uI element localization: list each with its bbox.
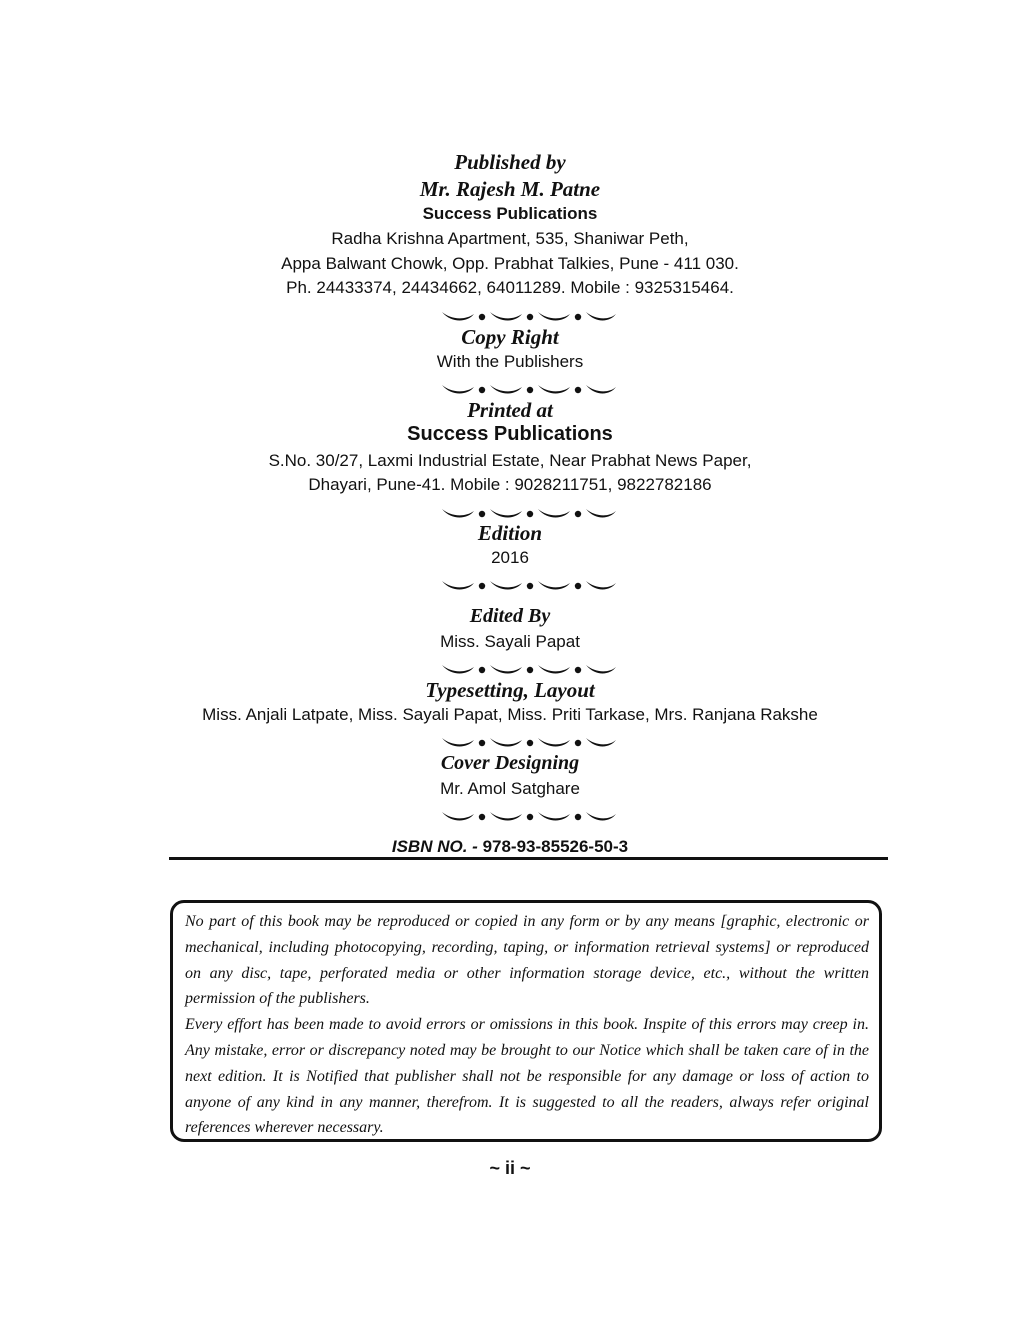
ornament-divider-icon — [440, 578, 618, 594]
published-by-heading: Published by — [454, 150, 566, 174]
printer-company: Success Publications — [407, 423, 613, 445]
isbn-number: 978-93-85526-50-3 — [482, 837, 629, 856]
copyright-heading: Copy Right — [461, 325, 559, 349]
publisher-address-line-1: Radha Krishna Apartment, 535, Shaniwar Peth, — [331, 229, 689, 248]
cover-designing-heading: Cover Designing — [440, 752, 580, 774]
copyright-notice-box — [170, 900, 882, 1142]
ornament-divider-icon — [440, 662, 618, 678]
printed-at-heading: Printed at — [467, 398, 553, 422]
edition-heading: Edition — [477, 521, 543, 545]
edited-by-heading: Edited By — [469, 605, 551, 627]
isbn-underline-divider — [169, 857, 888, 860]
publisher-address-line-2: Appa Balwant Chowk, Opp. Prabhat Talkies, Pune - 411 030. — [281, 254, 739, 273]
page-number: ~ ii ~ — [489, 1158, 531, 1178]
printer-address-line-2: Dhayari, Pune-41. Mobile : 9028211751, 9822782186 — [308, 475, 712, 494]
printer-address-line-1: S.No. 30/27, Laxmi Industrial Estate, Near Prabhat News Paper, — [268, 451, 752, 470]
isbn-line — [0, 837, 1020, 857]
ornament-divider-icon — [440, 735, 618, 751]
ornament-divider-icon — [440, 809, 618, 825]
ornament-divider-icon — [440, 506, 618, 522]
isbn-label: ISBN NO. - — [391, 837, 478, 856]
ornament-divider-icon — [440, 382, 618, 398]
publisher-name: Mr. Rajesh M. Patne — [419, 177, 601, 201]
notice-paragraph-reproduction: No part of this book may be reproduced or copied in any form or by any means [graphic, electronic or mechanical, including photocopying, recording, taping, or information retrieval systems] or reproduced on any disc, tape, perforated media or other information storage device, etc., without the written permission of the publishers. — [185, 913, 869, 1008]
publisher-company: Success Publications — [422, 204, 598, 223]
cover-designer-name: Mr. Amol Satghare — [440, 779, 580, 798]
publisher-phone: Ph. 24433374, 24434662, 64011289. Mobile : 9325315464. — [286, 278, 734, 297]
copyright-text: With the Publishers — [436, 352, 584, 371]
typesetting-names: Miss. Anjali Latpate, Miss. Sayali Papat, Miss. Priti Tarkase, Mrs. Ranjana Rakshe — [202, 705, 818, 724]
notice-paragraph-errors: Every effort has been made to avoid errors or omissions in this book. Inspite of this errors may creep in. Any mistake, error or discrepancy noted may be brought to our Notice which shall be taken care of in the next edition. It is Notified that publisher shall not be responsible for any damage or loss of action to anyone of any kind in any manner, therefrom. It is suggested to all the readers, always refer original references wherever necessary. — [185, 1016, 869, 1137]
typesetting-heading: Typesetting, Layout — [425, 678, 595, 702]
ornament-divider-icon — [440, 309, 618, 325]
edition-year: 2016 — [491, 548, 529, 567]
editor-name: Miss. Sayali Papat — [440, 632, 580, 651]
